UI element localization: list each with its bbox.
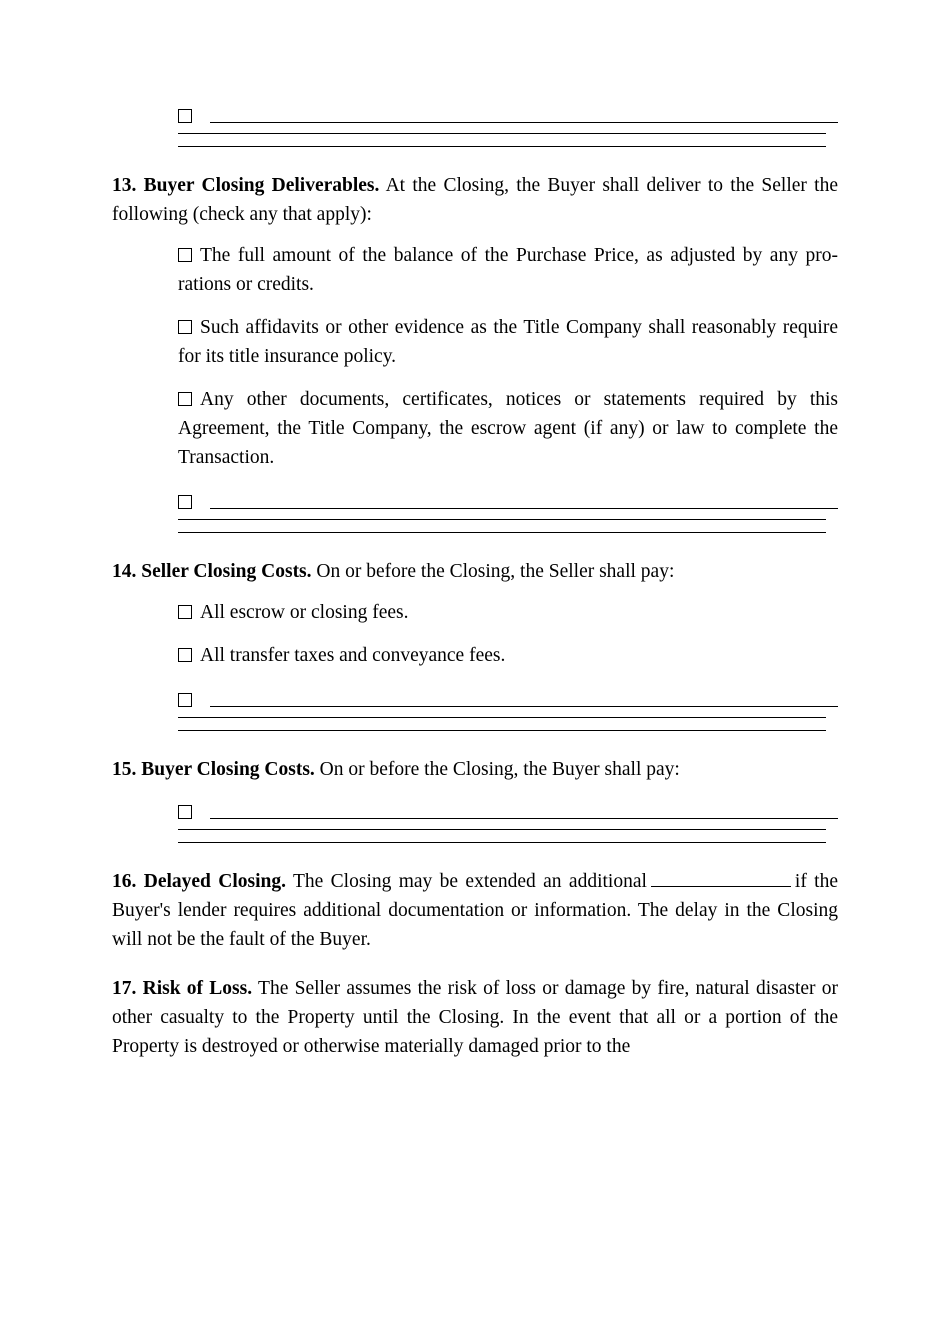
list-item-label: The full amount of the balance of the Purchase Price, as adjusted by any pro-rations or credits. bbox=[178, 245, 838, 295]
checkbox-icon[interactable] bbox=[178, 605, 192, 619]
section-heading: Risk of Loss. bbox=[142, 978, 253, 999]
section-heading: Delayed Closing. bbox=[143, 871, 286, 892]
section-number: 17. bbox=[112, 978, 137, 999]
section-16 bbox=[112, 867, 838, 954]
blank-line[interactable] bbox=[210, 108, 838, 123]
list-item-label: Such affidavits or other evidence as the Title Company shall reasonably require for its title insurance policy. bbox=[178, 317, 838, 367]
section-body-before-blank: The Closing may be extended an additional bbox=[293, 871, 647, 892]
list-item bbox=[178, 313, 838, 371]
list-item bbox=[178, 385, 838, 472]
checkbox-icon[interactable] bbox=[178, 320, 192, 334]
checkbox-icon[interactable] bbox=[178, 109, 192, 123]
section-number: 15. bbox=[112, 759, 137, 780]
section-body: The Seller assumes the risk of loss or damage by fire, natural disaster or other casualty to the Property until the Closing. In the event that all or a portion of the Property is destroyed or otherwise materially damaged prior to the bbox=[112, 978, 838, 1057]
section-heading: Buyer Closing Costs. bbox=[141, 759, 315, 780]
blank-line[interactable] bbox=[178, 133, 826, 134]
section-13-fill-block bbox=[112, 494, 838, 533]
blank-line[interactable] bbox=[178, 717, 826, 718]
list-item-label: All transfer taxes and conveyance fees. bbox=[200, 645, 506, 666]
section-15 bbox=[112, 755, 838, 784]
checkbox-icon[interactable] bbox=[178, 392, 192, 406]
fill-row bbox=[178, 108, 838, 123]
top-fill-block bbox=[112, 108, 838, 147]
checkbox-icon[interactable] bbox=[178, 495, 192, 509]
section-number: 13. bbox=[112, 175, 137, 196]
delayed-closing-blank[interactable] bbox=[651, 871, 791, 887]
section-number: 14. bbox=[112, 561, 137, 582]
section-14-fill-block bbox=[112, 692, 838, 731]
checkbox-icon[interactable] bbox=[178, 693, 192, 707]
fill-row bbox=[178, 494, 838, 509]
section-17 bbox=[112, 974, 838, 1061]
list-item bbox=[178, 241, 838, 299]
blank-line[interactable] bbox=[178, 519, 826, 520]
section-heading: Seller Closing Costs. bbox=[141, 561, 312, 582]
list-item-label: All escrow or closing fees. bbox=[200, 602, 409, 623]
section-body-after-blank: if the Buyer's lender requires additional documentation or information. The delay in the Closing will not be the fault of the Buyer. bbox=[112, 871, 838, 950]
list-item bbox=[178, 641, 838, 670]
checkbox-icon[interactable] bbox=[178, 805, 192, 819]
section-body: On or before the Closing, the Seller shall pay: bbox=[316, 561, 675, 582]
section-body: At the Closing, the Buyer shall deliver to the Seller the following (check any that apply): bbox=[112, 175, 838, 225]
list-item bbox=[178, 598, 838, 627]
section-15-fill-block bbox=[112, 804, 838, 843]
section-14 bbox=[112, 557, 838, 586]
blank-line[interactable] bbox=[210, 692, 838, 707]
checkbox-icon[interactable] bbox=[178, 248, 192, 262]
list-item-label: Any other documents, certificates, notices or statements required by this Agreement, the Title Company, the escrow agent (if any) or law to complete the Transaction. bbox=[178, 389, 838, 468]
blank-line[interactable] bbox=[210, 804, 838, 819]
checkbox-icon[interactable] bbox=[178, 648, 192, 662]
section-13 bbox=[112, 171, 838, 229]
section-number: 16. bbox=[112, 871, 137, 892]
blank-line[interactable] bbox=[178, 829, 826, 830]
blank-line[interactable] bbox=[210, 494, 838, 509]
section-heading: Buyer Closing Deliverables. bbox=[143, 175, 380, 196]
fill-row bbox=[178, 804, 838, 819]
section-body: On or before the Closing, the Buyer shall pay: bbox=[319, 759, 680, 780]
fill-row bbox=[178, 692, 838, 707]
